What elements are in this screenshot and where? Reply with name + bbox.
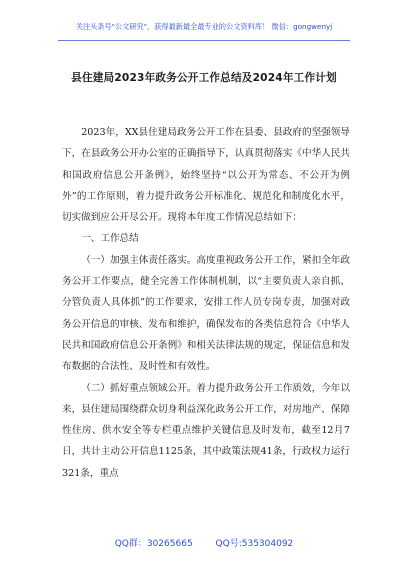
header-divider: [58, 40, 350, 41]
paragraph-item-1: （一）加强主体责任落实。高度重视政务公开工作，紧扣全年政务公开工作要点，健全完善工作体制机制，以“主要负责人亲自抓、分管负责人具体抓”的工作要求，安排工作人员专岗专责，加强对政务公开信息的审核、发布和维护，确保发布的各类信息符合《中华人民共和国政府信息公开条例》和相关法律法规的规定，保证信息和发布数据的合法性、及时性和有效性。: [62, 254, 350, 373]
footer-contact: [0, 536, 408, 549]
footer-qq-group: QQ群：30265665: [114, 539, 193, 549]
document-body: [62, 122, 350, 484]
paragraph-intro: 2023年，XX县住建局政务公开工作在县委、县政府的坚强领导下，在县政务公开办公室的正确指导下，认真贯彻落实《中华人民共和国政府信息公开条例》，始终坚持“以公开为常态、不公开为例外”的工作原则，着力提升政务公开标准化、规范化和制度化水平，切实做到应公开尽公开。现将本年度工作情况总结如下：: [62, 127, 350, 224]
paragraph-item-2: （二）抓好重点领域公开。着力提升政务公开工作质效，今年以来，县住建局围绕群众切身利益深化政务公开工作，对房地产、保障性住房、供水安全等专栏重点维护关键信息及时发布，截至12月7日，共计主动公开信息1125条，其中政策法规41条，行政权力运行321条，重点: [62, 382, 350, 479]
document-title: 县住建局2023年政务公开工作总结及2024年工作计划: [71, 72, 337, 84]
footer-qq-number: QQ号:535304092: [215, 539, 294, 549]
section-heading: 一、工作总结: [81, 233, 139, 245]
header-note: 关注头条号"公文研究"，获得最新最全最专业的公文资料库！ 微信：gongwenyj: [75, 22, 333, 31]
